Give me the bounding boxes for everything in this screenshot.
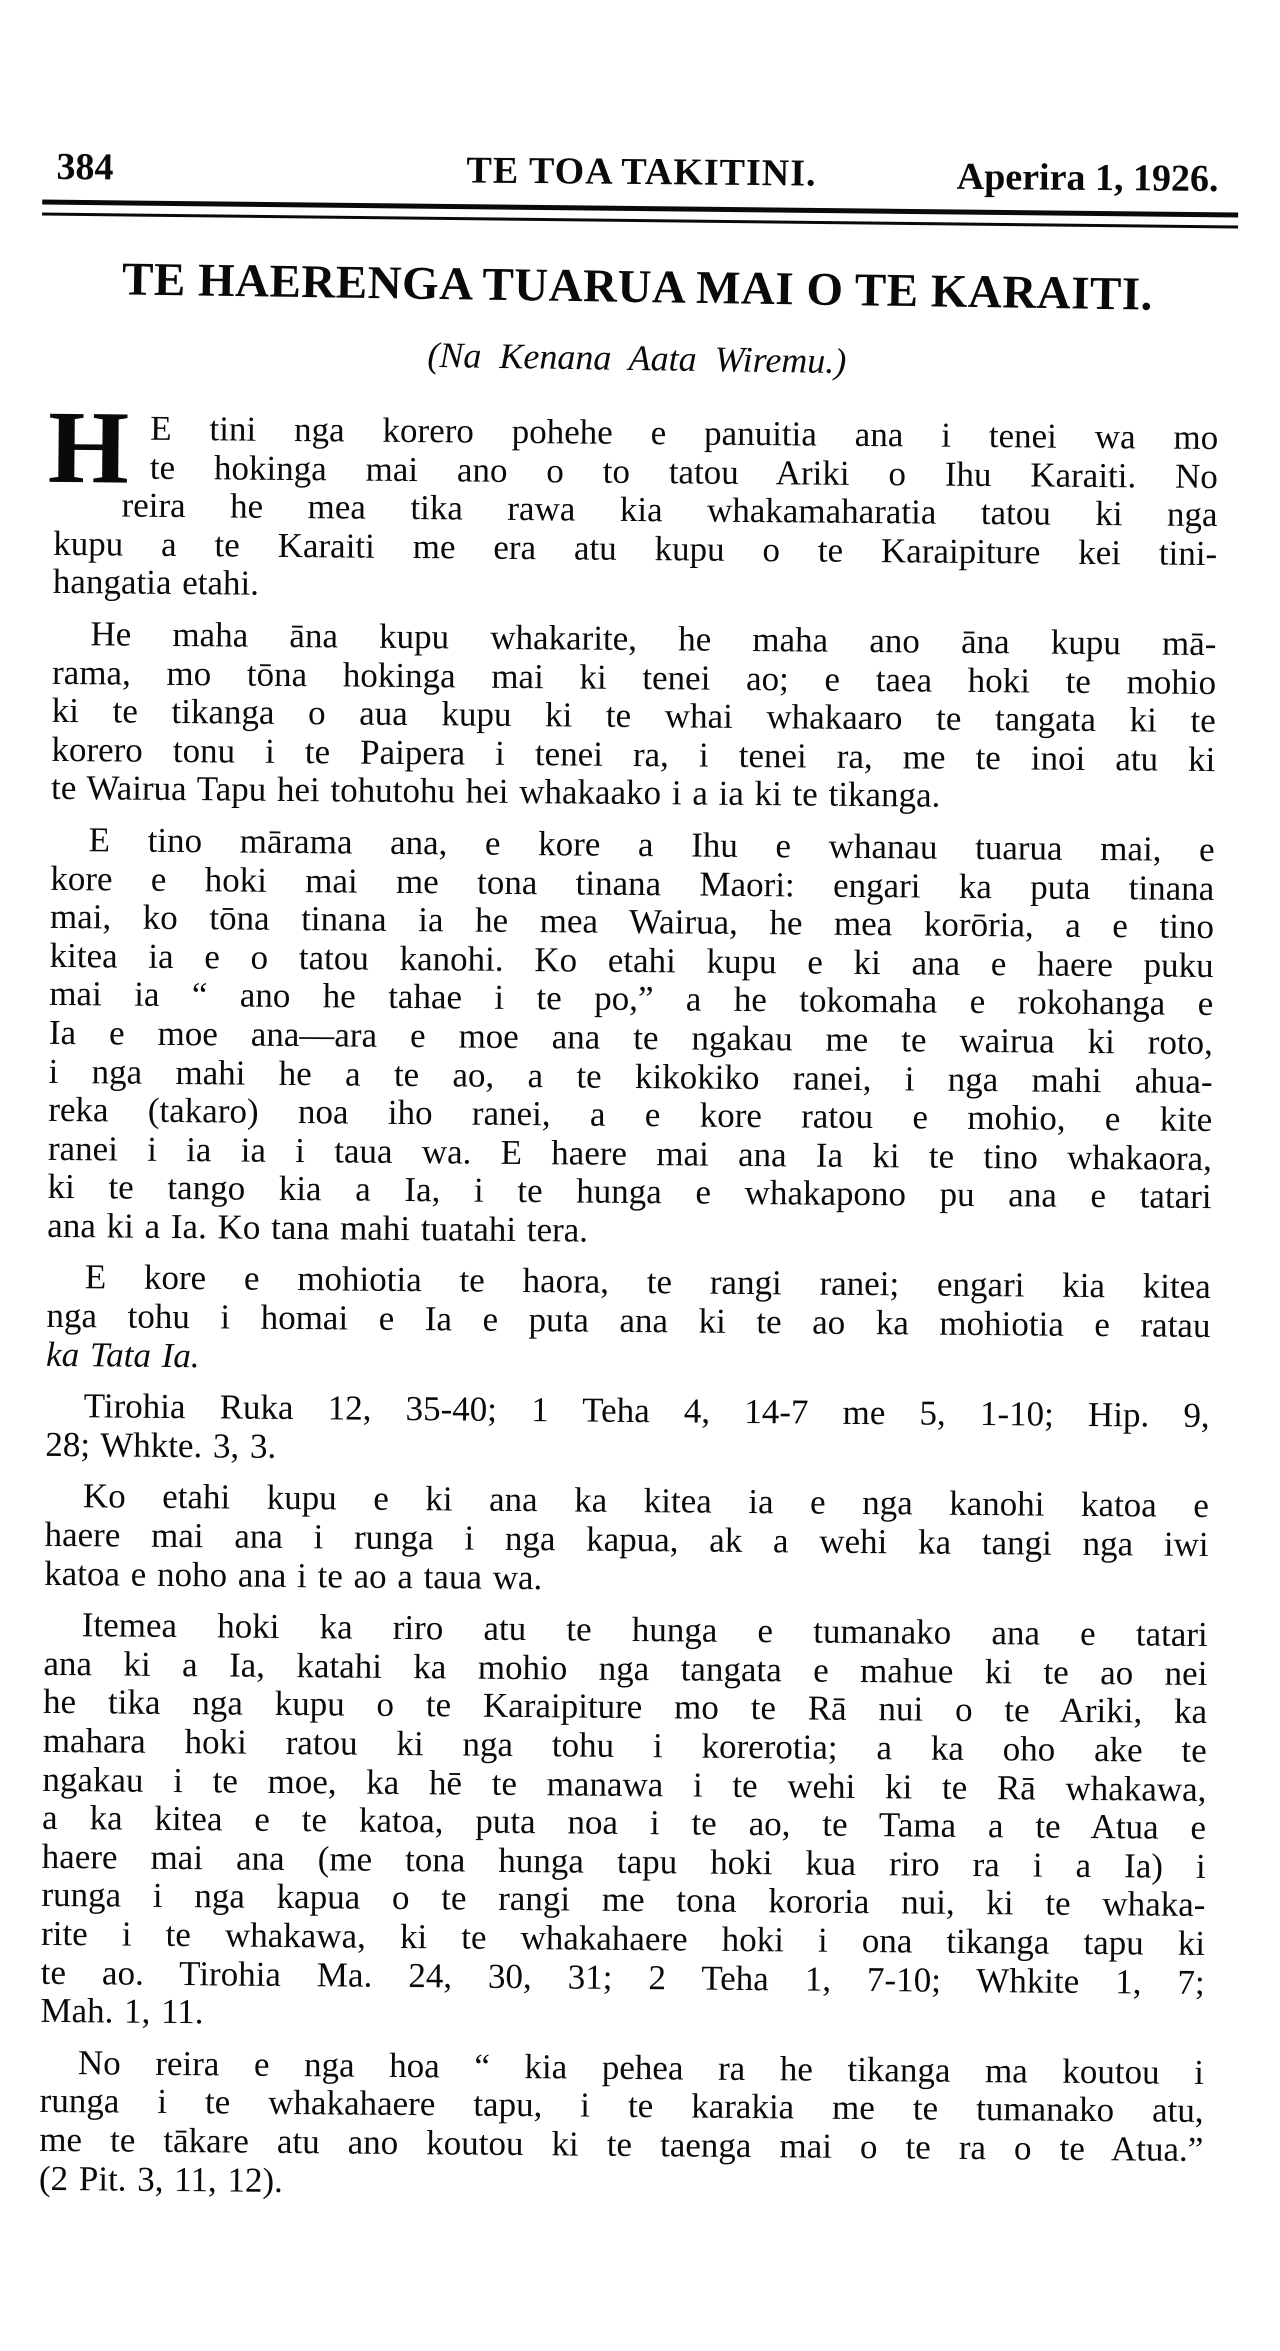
text-line: Ko etahi kupu e ki ana ka kitea ia e nga kanohi katoa e bbox=[82, 1476, 1210, 1526]
text-line: ki te tikanga o aua kupu ki te whai whakaaro te tangata ki te bbox=[51, 691, 1216, 741]
text-line: i nga mahi he a te ao, a te kikokiko ranei, i nga mahi ahua- bbox=[48, 1051, 1213, 1101]
text-line: ngakau i te moe, ka hē te manawa i te wehi ki te Rā whakawa, bbox=[42, 1759, 1207, 1809]
paragraph bbox=[46, 1258, 1211, 1384]
text-line: Ia e moe ana—ara e moe ana te ngakau me te wairua ki roto, bbox=[48, 1012, 1214, 1062]
page-number: 384 bbox=[56, 145, 114, 189]
text-line: ranei i ia ia i taua wa. E haere mai ana Ia ki te tino whakaora, bbox=[47, 1128, 1213, 1178]
text-line: he tika nga kupu o te Karaipiture mo te Rā nui o te Ariki, ka bbox=[42, 1682, 1208, 1732]
text-line: kore e hoki mai me tona tinana Maori: engari ka puta tinana bbox=[50, 858, 1215, 908]
text-line: 28; Whkte. 3, 3. bbox=[45, 1424, 277, 1466]
text-line: haere mai ana i runga i nga kapua, ak a wehi ka tangi nga iwi bbox=[44, 1514, 1209, 1565]
text-line: hangatia etahi. bbox=[52, 562, 260, 604]
paragraph bbox=[40, 1606, 1208, 2041]
text-line: te hokinga mai ano o to tatou Ariki o Ihu Karaiti. No bbox=[149, 447, 1219, 496]
text-line: Mah. 1, 11. bbox=[40, 1991, 204, 2032]
text-line: Itemea hoki ka riro atu te hunga e tumanako ana e tatari bbox=[81, 1605, 1208, 1655]
paragraph bbox=[47, 389, 1219, 612]
text-line: ka Tata Ia. bbox=[45, 1334, 200, 1375]
text-line: kitea ia e o tatou kanohi. Ko etahi kupu e ki ana e haere puku bbox=[49, 935, 1214, 985]
text-line: mai ia “ ano he tahae i te po,” a he tokomaha e rokohanga e bbox=[49, 974, 1214, 1024]
text-line: runga i te whakahaere tapu, i te karakia me te tumanako atu, bbox=[39, 2081, 1204, 2131]
text-line: E kore e mohiotia te haora, te rangi ranei; engari kia kitea bbox=[84, 1257, 1211, 1307]
text-line: te Wairua Tapu hei tohutohu hei whakaako i a ia ki te tikanga. bbox=[50, 768, 941, 815]
paragraph bbox=[45, 1387, 1210, 1474]
text-line: ki te tango kia a Ia, i te hunga e whakapono pu ana e tatari bbox=[47, 1167, 1212, 1217]
text-line: reka (takaro) noa iho ranei, a e kore ratou e mohio, e kite bbox=[48, 1089, 1213, 1140]
text-line: runga i nga kapua o te rangi me tona kororia nui, ki te whaka- bbox=[41, 1875, 1206, 1925]
text-line: haere mai ana (me tona hunga tapu hoki kua riro ra i a Ia) i bbox=[41, 1836, 1206, 1886]
paragraph bbox=[39, 2044, 1204, 2209]
text-line: mahara hoki ratou ki nga tohu i korerotia; a ka oho ake te bbox=[42, 1720, 1207, 1771]
text-line: rite i te whakawa, ki te whakahaere hoki i ona tikanga tapu ki bbox=[40, 1913, 1206, 1963]
text-line: korero tonu i te Paipera i tenei ra, i tenei ra, me te inoi atu ki bbox=[51, 729, 1216, 779]
paragraph bbox=[44, 1477, 1209, 1603]
text-line: (2 Pit. 3, 11, 12). bbox=[38, 2158, 284, 2200]
text-line: a ka kitea e te katoa, puta noa i te ao, te Tama a te Atua e bbox=[41, 1798, 1207, 1848]
text-line: te ao. Tirohia Ma. 24, 30, 31; 2 Teha 1, 7-10; Whkite 1, 7; bbox=[40, 1952, 1205, 2002]
masthead-title: TE TOA TAKITINI. bbox=[466, 149, 817, 195]
text-line: No reira e nga hoa “ kia pehea ra he tikanga ma koutou i bbox=[77, 2042, 1205, 2092]
paragraph bbox=[47, 821, 1215, 1256]
text-line: nga tohu i homai e Ia e puta ana ki te ao ka mohiotia e ratau bbox=[46, 1295, 1211, 1346]
text-line: E tino mārama ana, e kore a Ihu e whanau tuarua mai, e bbox=[88, 820, 1215, 869]
text-line: E tini nga korero pohehe e panuitia ana i tenei wa mo bbox=[150, 408, 1219, 458]
text-line: reira he mea tika rawa kia whakamaharatia tatou ki nga bbox=[121, 485, 1218, 535]
article-byline: (Na Kenana Aata Wiremu.) bbox=[427, 334, 847, 382]
text-line: rama, mo tōna hokinga mai ki tenei ao; e taea hoki te mohio bbox=[51, 652, 1217, 702]
text-line: kupu a te Karaiti me era atu kupu o te Karaipiture kei tini- bbox=[53, 523, 1218, 573]
text-line: ana ki a Ia, katahi ka mohio nga tangata e mahue ki te ao nei bbox=[43, 1643, 1208, 1693]
header-double-rule bbox=[42, 200, 1238, 229]
issue-date: Aperira 1, 1926. bbox=[956, 155, 1219, 201]
running-header bbox=[56, 145, 1227, 201]
text-line: me te tākare atu ano koutou ki te taenga mai o te ra o te Atua.” bbox=[39, 2119, 1204, 2169]
text-line: katoa e noho ana i te ao a taua wa. bbox=[44, 1553, 543, 1597]
text-line: Tirohia Ruka 12, 35-40; 1 Teha 4, 14-7 me 5, 1-10; Hip. 9, bbox=[83, 1386, 1210, 1436]
article-body bbox=[38, 389, 1219, 2221]
paragraph bbox=[51, 615, 1217, 818]
text-line: ana ki a Ia. Ko tana mahi tuatahi tera. bbox=[47, 1205, 589, 1250]
text-line: He maha āna kupu whakarite, he maha ano āna kupu mā- bbox=[90, 614, 1217, 664]
dropcap-letter: H bbox=[47, 389, 130, 506]
text-line: mai, ko tōna tinana ia he mea Wairua, he mea korōria, a e tino bbox=[49, 897, 1215, 947]
article-title: TE HAERENGA TUARUA MAI O TE KARAITI. bbox=[121, 253, 1154, 321]
